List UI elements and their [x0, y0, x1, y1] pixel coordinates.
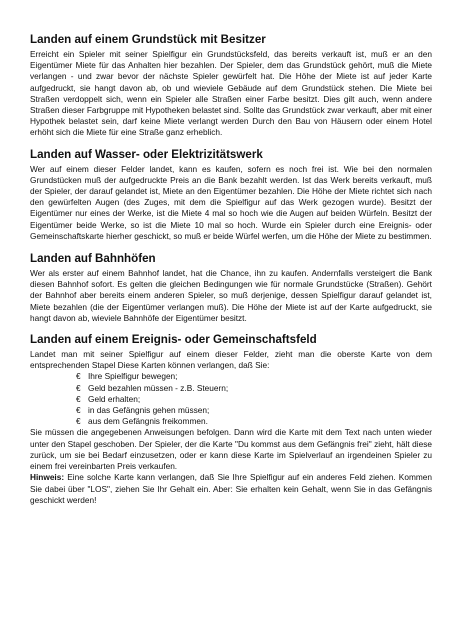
hint-label: Hinweis:: [30, 472, 65, 483]
euro-bullet-icon: €: [76, 405, 81, 416]
section-ereignis: [30, 333, 432, 506]
list-item-text: Geld erhalten;: [88, 393, 141, 404]
section-paragraph: Wer als erster auf einem Bahnhof landet, hat die Chance, ihn zu kaufen. Andernfalls versteigert die Bank diesen Bahnhof sofort. Es gelten die gleichen Bedingungen wie für normale Grundstücke (Straßen). Gehört der Bahnhof aber bereits einem anderen Spieler, so muß derjenige, dessen Spielfigur darauf gelandet ist, Miete bezahlen (die der Eigentümer verlangen muß). Die Höhe der Miete ist auf der Karte aufgedruckt, sie hangt davon ab, wieviele Bahnhöfe der Eigentümer besitzt.: [30, 268, 432, 323]
card-effects-list: [30, 371, 432, 427]
section-heading: Landen auf einem Grundstück mit Besitzer: [30, 33, 266, 46]
section-intro: Landet man mit seiner Spielfigur auf einem dieser Felder, zieht man die oberste Karte von dem entsprechenden Stapel Diese Karten können verlangen, daß Sie:: [30, 349, 432, 371]
list-item: [76, 371, 432, 382]
euro-bullet-icon: €: [76, 393, 81, 404]
section-grundstueck: [30, 33, 432, 139]
list-item: [76, 416, 432, 427]
list-item: [76, 394, 432, 405]
section-werke: [30, 148, 432, 242]
list-item: [76, 405, 432, 416]
list-item: [76, 383, 432, 394]
list-item-text: aus dem Gefängnis freikommen.: [88, 416, 208, 427]
section-paragraph: Wer auf einem dieser Felder landet, kann es kaufen, sofern es noch frei ist. Wie bei den normalen Grundstücken muß der aufgedruckte Preis an die Bank bezahlt werden. Ist das Werk bereits verkauft, muß der Spieler, der darauf gelandet ist, Miete an den Eigentümer bezahlen. Die Höhe der Miete richtet sich nach den gewürfelten Augen (des Zuges, mit dem die Spielfigur auf das Werk gezogen wurde). Besitzt der Eigentümer nur eines der Werke, ist die Miete 4 mal so hoch wie die Augen auf beiden Würfeln. Besitzt der Eigentümer beide Werke, so ist die Miete 10 mal so hoch. Wurde ein Spieler durch eine Ereignis- oder Gemeinschaftskarte hierher geschickt, so muß er beide Würfel werfen, um die Höhe der Miete zu bestimmen.: [30, 163, 432, 241]
euro-bullet-icon: €: [76, 416, 81, 427]
euro-bullet-icon: €: [76, 371, 81, 382]
list-item-text: Geld bezahlen müssen - z.B. Steuern;: [88, 382, 229, 393]
list-item-text: Ihre Spielfigur bewegen;: [88, 371, 178, 382]
section-paragraph: Erreicht ein Spieler mit seiner Spielfigur ein Grundstücksfeld, das bereits verkauft ist, muß er an den Eigentümer Miete für das Anhalten hier bezahlen. Der Spieler, dem das Grundstück gehört, muß die Miete verlangen - und zwar bevor der nächste Spieler gewürfelt hat. Die Höhe der Miete ist auf jeder Karte aufgedruckt, sie hangt davon ab, ob und wieviele Gebäude auf dem Grundstück stehen. Die Miete bei Straßen verdoppelt sich, wenn ein Spieler alle Straßen einer Farbe besitzt. Dies gilt auch, wenn andere Straßen dieser Farbgruppe mit Hypotheken belastet sind. Sollte das Grundstück zwar verkauft, aber mit einer Hypothek belastet sein, darf keine Miete verlangt werden Durch den Bau von Häusern oder einem Hotel erhöht sich die Miete für eine Straße ganz erheblich.: [30, 49, 432, 138]
section-bahnhoefe: [30, 252, 432, 324]
hint-paragraph: [30, 472, 432, 506]
section-heading: Landen auf Bahnhöfen: [30, 252, 156, 266]
hint-text: Eine solche Karte kann verlangen, daß Sie Ihre Spielfigur auf ein anderes Feld ziehen. Kommen Sie dabei über "LOS", ziehen Sie Ihr Gehalt ein. Aber: Sie erhalten kein Gehalt, wenn Sie in das Gefängnis geschickt werden!: [30, 472, 432, 505]
section-heading: Landen auf einem Ereignis- oder Gemeinschaftsfeld: [30, 333, 317, 347]
list-item-text: in das Gefängnis gehen müssen;: [88, 405, 210, 416]
euro-bullet-icon: €: [76, 382, 81, 393]
section-heading: Landen auf Wasser- oder Elektrizitätswerk: [30, 147, 263, 161]
section-followup: Sie müssen die angegebenen Anweisungen befolgen. Dann wird die Karte mit dem Text nach unten wieder unter den Stapel geschoben. Der Spieler, der die Karte "Du kommst aus dem Gefängnis frei" zieht, hält diese zurück, um sie bei Bedarf einzusetzen, oder er kann diese Karte im Spielverlauf an irgendeinen Spieler zu einem frei vereinbarten Preis verkaufen.: [30, 427, 432, 472]
